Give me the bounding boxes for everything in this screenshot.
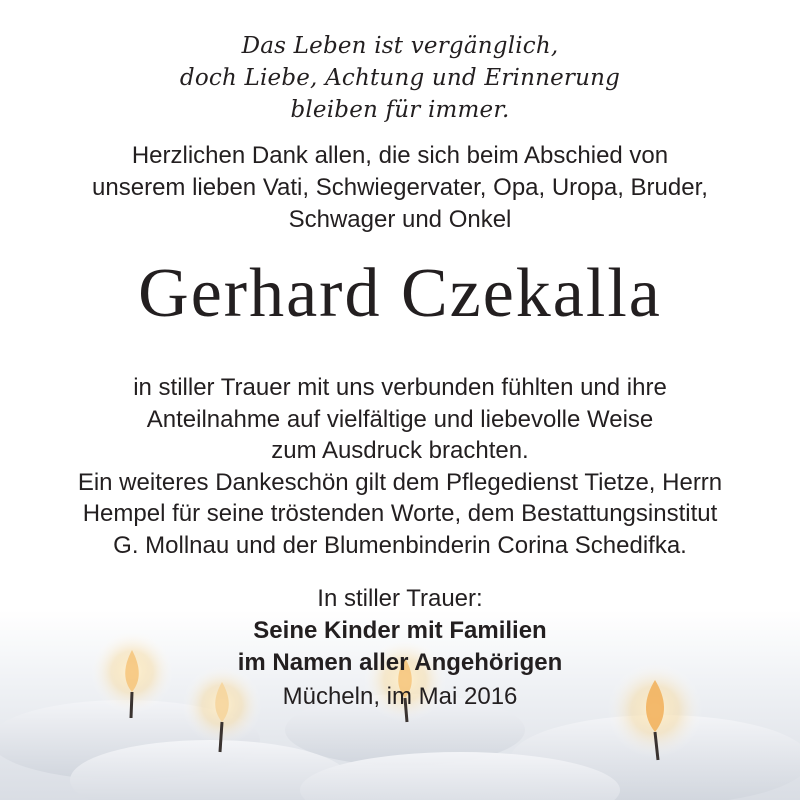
obituary-content: [0, 30, 800, 713]
body-line: G. Mollnau und der Blumenbinderin Corina Schedifka.: [113, 531, 687, 559]
thanks-intro: [0, 140, 800, 236]
family-line: im Namen aller Angehörigen: [237, 649, 563, 676]
thanks-line: Herzlichen Dank allen, die sich beim Abschied von: [131, 142, 669, 169]
motto: [0, 30, 800, 126]
family-line: Seine Kinder mit Familien: [253, 617, 547, 644]
body-line: zum Ausdruck brachten.: [271, 437, 529, 464]
motto-line: Das Leben ist vergänglich,: [241, 33, 559, 59]
signoff-intro: In stiller Trauer:: [317, 585, 483, 612]
body-line: Hempel für seine tröstenden Worte, dem Bestattungsinstitut: [82, 500, 718, 527]
deceased-name: Gerhard Czekalla: [138, 255, 662, 332]
body-line: Ein weiteres Dankeschön gilt dem Pflegedienst Tietze, Herrn: [77, 468, 723, 496]
motto-line: bleiben für immer.: [290, 97, 510, 123]
body-line: in stiller Trauer mit uns verbunden fühlten und ihre: [133, 374, 667, 401]
body-line: Anteilnahme auf vielfältige und liebevolle Weise: [146, 405, 654, 433]
place-date: Mücheln, im Mai 2016: [282, 683, 518, 710]
motto-line: doch Liebe, Achtung und Erinnerung: [179, 65, 621, 91]
thanks-line: unserem lieben Vati, Schwiegervater, Opa, Uropa, Bruder,: [92, 174, 708, 201]
thanks-body: [0, 372, 800, 561]
thanks-line: Schwager und Onkel: [288, 206, 512, 233]
signoff: [0, 583, 800, 713]
